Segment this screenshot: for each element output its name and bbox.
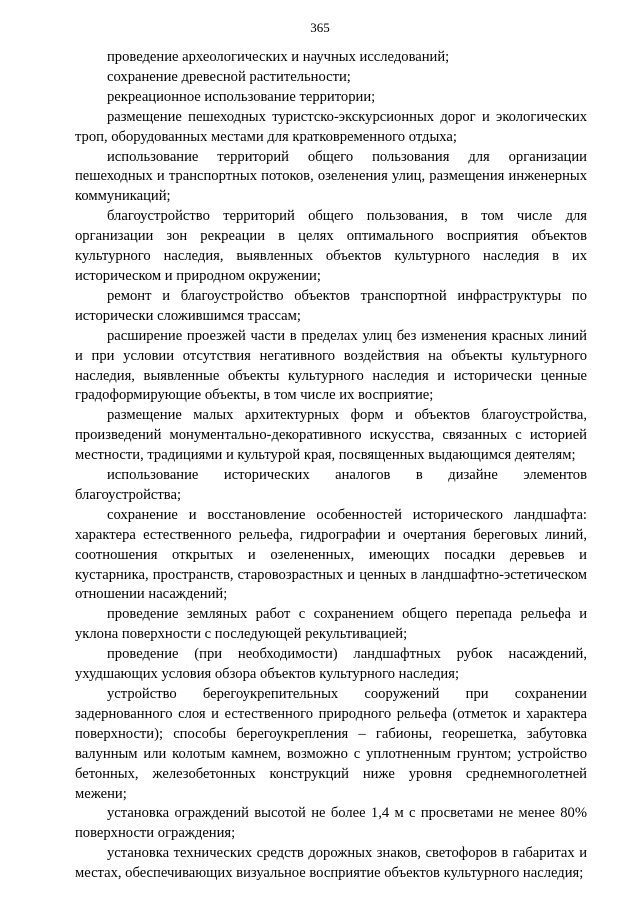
paragraph: благоустройство территорий общего пользования, в том числе для организации зон рекреации в целях оптимального восприятия объектов культурного наследия, выявленных объектов культурного наследия в их историческом и природном окружении;	[75, 208, 587, 284]
paragraph: рекреационное использование территории;	[107, 88, 376, 105]
paragraph: использование территорий общего пользования для организации пешеходных и транспортных потоков, озеленения улиц, размещения инженерных коммуникаций;	[75, 148, 587, 205]
paragraph: ремонт и благоустройство объектов транспортной инфраструктуры по исторически сложившимся трассам;	[75, 287, 587, 324]
paragraph: размещение пешеходных туристско-экскурсионных дорог и экологических троп, оборудованных местами для кратковременного отдыха;	[75, 108, 587, 145]
paragraph: сохранение и восстановление особенностей исторического ландшафта: характера естественного рельефа, гидрографии и очертания береговых линий, соотношения открытых и озелененных, имеющих посадки деревьев и кустарника, пространств, старовозрастных и ценных в ландшафтно-эстетическом отношении насаждений;	[75, 506, 587, 603]
paragraph: установка ограждений высотой не более 1,4 м с просветами не менее 80% поверхности ограждения;	[75, 805, 587, 842]
document-body	[75, 48, 587, 884]
paragraph: сохранение древесной растительности;	[107, 68, 351, 85]
paragraph: использование исторических аналогов в дизайне элементов благоустройства;	[75, 467, 587, 503]
paragraph: устройство берегоукрепительных сооружений при сохранении задернованного слоя и естественного природного рельефа (отметок и характера поверхности); способы берегоукрепления – габионы, георешетка, забутовка валунным или колотым камнем, возможно с уплотненным грунтом; устройство бетонных, железобетонных конструкций ниже уровня среднемноголетней межени;	[75, 686, 587, 802]
paragraph: проведение (при необходимости) ландшафтных рубок насаждений, ухудшающих условия обзора объектов культурного наследия;	[75, 646, 587, 683]
paragraph: установка технических средств дорожных знаков, светофоров в габаритах и местах, обеспечивающих визуальное восприятие объектов культурного наследия;	[75, 845, 587, 882]
paragraph: размещение малых архитектурных форм и объектов благоустройства, произведений монументально-декоративного искусства, связанных с историей местности, традициями и культурой края, посвященных выдающимся деятелям;	[75, 407, 587, 464]
paragraph: расширение проезжей части в пределах улиц без изменения красных линий и при условии отсутствия негативного воздействия на объекты культурного наследия, выявленные объекты культурного наследия и исторически ценные градоформирующие объекты, в том числе их восприятие;	[75, 327, 587, 404]
page-number: 365	[310, 20, 330, 35]
paragraph: проведение земляных работ с сохранением общего перепада рельефа и уклона поверхности с последующей рекультивацией;	[75, 606, 587, 643]
paragraph: проведение археологических и научных исследований;	[107, 49, 450, 65]
